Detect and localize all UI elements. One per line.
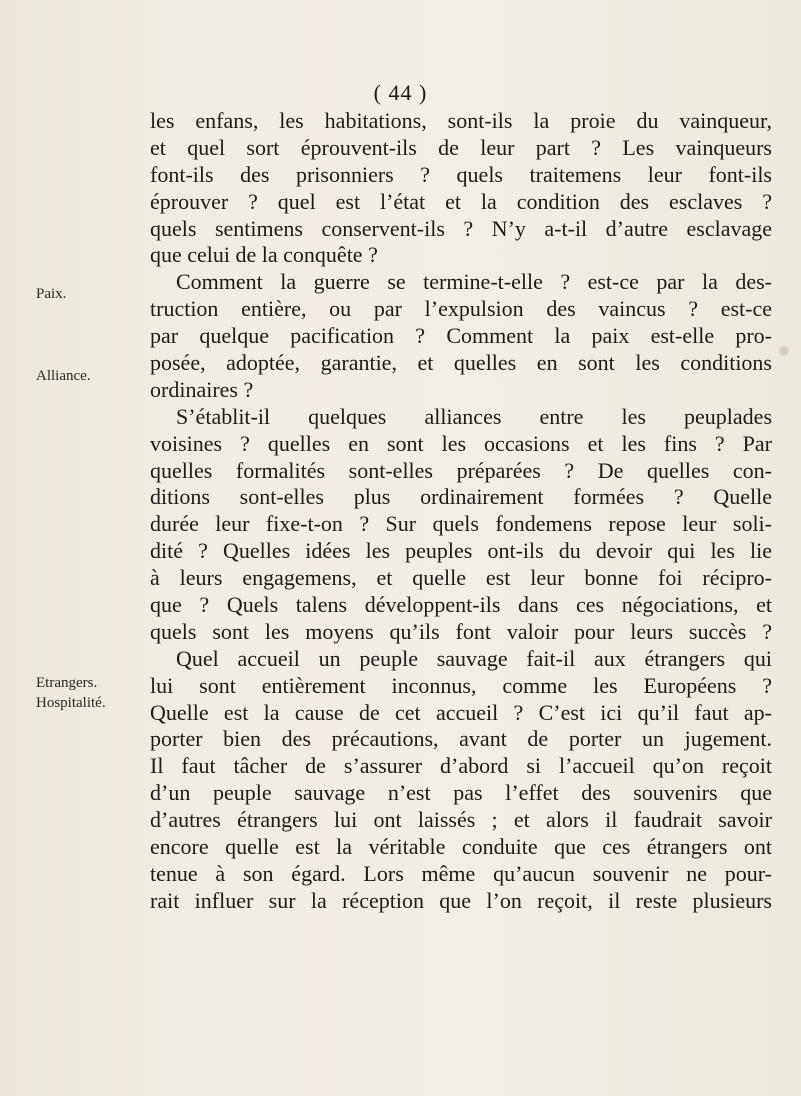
text-line: tenue à son égard. Lors même qu’aucun souvenir ne pour- [150,860,772,886]
margin-note-etrangers: Etrangers. [36,675,98,691]
text-line: truction entière, ou par l’expulsion des vaincus ? est-ce [150,296,772,322]
text-line: encore quelle est la véritable conduite que ces étrangers ont [150,834,772,860]
text-line: quels sont les moyens qu’ils font valoir pour leurs succès ? [150,618,772,644]
text-line: et quel sort éprouvent-ils de leur part ? Les vainqueurs [150,134,772,160]
text-line: rait influer sur la réception que l’on reçoit, il reste plusieurs [150,887,772,913]
text-line: que celui de la conquête ? [150,242,378,268]
text-line: Il faut tâcher de s’assurer d’abord si l’accueil qu’on reçoit [150,753,772,779]
paper-stain [779,346,789,356]
text-line: voisines ? quelles en sont les occasions et les fins ? Par [150,430,772,456]
text-line: à leurs engagemens, et quelle est leur bonne foi récipro- [150,565,772,591]
margin-note-hospitalite: Hospitalité. [36,695,106,711]
text-line: lui sont entièrement inconnus, comme les Européens ? [150,672,772,698]
text-line: Quelle est la cause de cet accueil ? C’est ici qu’il faut ap- [150,699,772,725]
text-line: d’un peuple sauvage n’est pas l’effet des souvenirs que [150,780,772,806]
text-line: durée leur fixe-t-on ? Sur quels fondemens repose leur soli- [150,511,772,537]
body-text [150,108,772,915]
text-line: quels sentimens conservent-ils ? N’y a-t-il d’autre esclavage [150,215,772,241]
text-line: éprouver ? quel est l’état et la condition des esclaves ? [150,188,772,214]
text-line: ditions sont-elles plus ordinairement formées ? Quelle [150,484,772,510]
margin-note-paix: Paix. [36,286,67,302]
text-line: S’établit-il quelques alliances entre les peuplades [176,403,772,429]
text-line: Quel accueil un peuple sauvage fait-il aux étrangers qui [176,645,772,671]
page-number: ( 44 ) [373,80,428,105]
text-line: posée, adoptée, garantie, et quelles en sont les conditions [150,350,772,376]
margin-note-alliance: Alliance. [36,368,91,384]
text-line: que ? Quels talens développent-ils dans ces négociations, et [150,592,772,618]
text-line: porter bien des précautions, avant de porter un jugement. [150,726,772,752]
text-line: par quelque pacification ? Comment la paix est-elle pro- [150,323,772,349]
text-line: d’autres étrangers lui ont laissés ; et alors il faudrait savoir [150,807,772,833]
text-line: Comment la guerre se termine-t-elle ? est-ce par la des- [176,269,772,295]
text-line: les enfans, les habitations, sont-ils la proie du vainqueur, [150,108,772,133]
text-line: dité ? Quelles idées les peuples ont-ils du devoir qui les lie [150,538,772,564]
text-line: quelles formalités sont-elles préparées ? De quelles con- [150,457,772,483]
text-line: font-ils des prisonniers ? quels traitemens leur font-ils [150,161,772,187]
text-line: ordinaires ? [150,376,254,402]
